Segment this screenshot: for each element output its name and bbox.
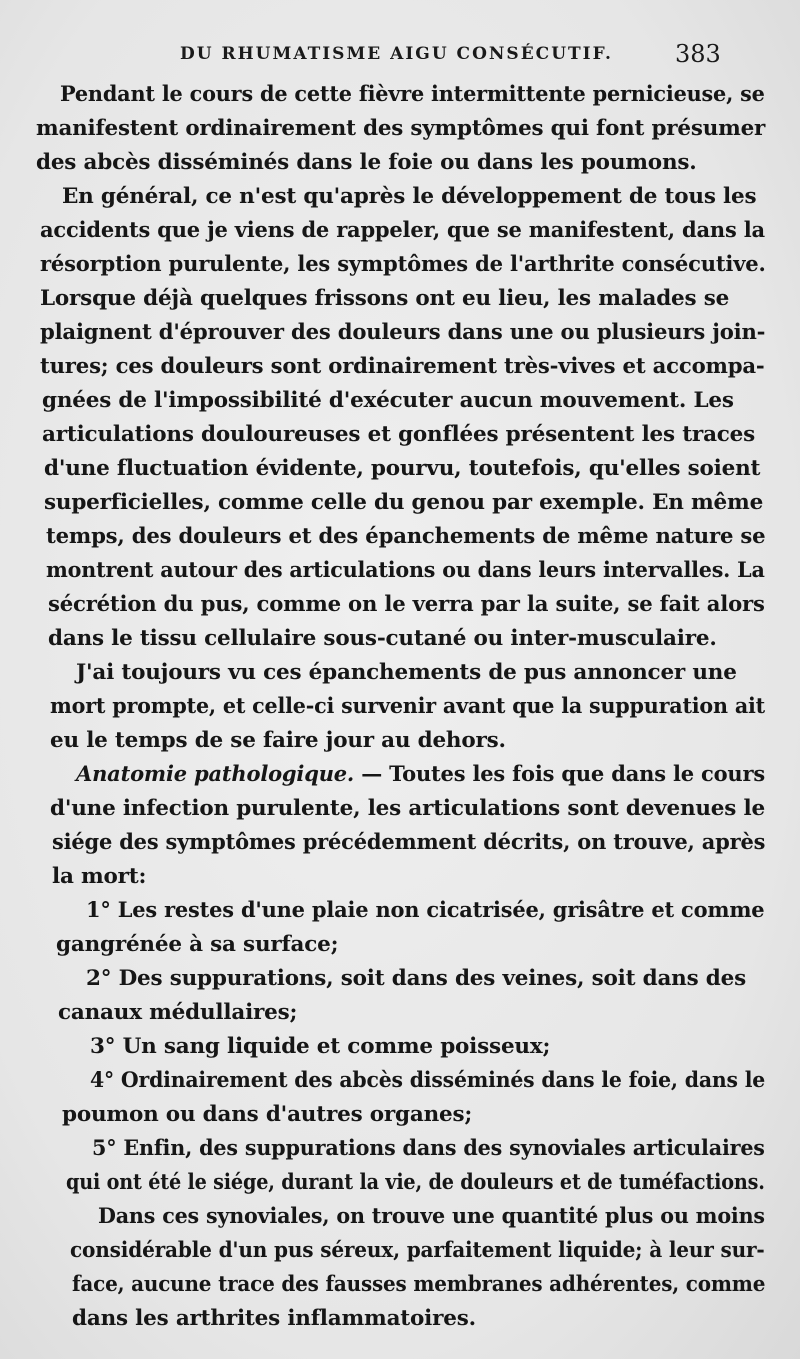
text-line: qui ont été le siége, durant la vie, de douleurs et de tuméfactions. <box>66 1170 765 1195</box>
text-line: superficielles, comme celle du genou par exemple. En même <box>44 490 764 515</box>
text-line: d'une fluctuation évidente, pourvu, toutefois, qu'elles soient <box>44 456 761 481</box>
text-line: accidents que je viens de rappeler, que se manifestent, dans la <box>40 218 765 243</box>
text-line: plaignent d'éprouver des douleurs dans une ou plusieurs join- <box>40 320 766 345</box>
text-line: sécrétion du pus, comme on le verra par la suite, se fait alors <box>48 592 765 617</box>
list-item-2: 2° Des suppurations, soit dans des veines, soit dans des <box>86 966 747 991</box>
text-line: Dans ces synoviales, on trouve une quantité plus ou moins <box>98 1204 765 1229</box>
text-line: gangrénée à sa surface; <box>56 932 339 957</box>
text-line: dans les arthrites inflammatoires. <box>72 1306 476 1331</box>
text-line: Pendant le cours de cette fièvre intermittente pernicieuse, se <box>60 82 765 107</box>
italic-heading: Anatomie pathologique. <box>76 762 355 787</box>
text-line: face, aucune trace des fausses membranes adhérentes, comme <box>72 1272 766 1297</box>
text-line: manifestent ordinairement des symptômes qui font présumer <box>36 116 766 141</box>
text-line: siége des symptômes précédemment décrits, on trouve, après <box>52 830 766 855</box>
text-line: dans le tissu cellulaire sous-cutané ou inter-musculaire. <box>48 626 717 651</box>
text-line-with-heading <box>76 758 765 792</box>
list-item-4: 4° Ordinairement des abcès disséminés dans le foie, dans le <box>90 1068 766 1093</box>
list-item-1: 1° Les restes d'une plaie non cicatrisée, grisâtre et comme <box>86 898 765 923</box>
text-line: montrent autour des articulations ou dans leurs intervalles. La <box>46 558 765 583</box>
text-line: mort prompte, et celle-ci survenir avant que la suppuration ait <box>50 694 766 719</box>
text-line: poumon ou dans d'autres organes; <box>62 1102 473 1127</box>
text-line: résorption purulente, les symptômes de l'arthrite consécutive. <box>40 252 766 277</box>
running-title: DU RHUMATISME AIGU CONSÉCUTIF. <box>180 44 613 64</box>
text-line: canaux médullaires; <box>58 1000 298 1025</box>
text-line: des abcès disséminés dans le foie ou dans les poumons. <box>36 150 697 175</box>
text-line: Lorsque déjà quelques frissons ont eu lieu, les malades se <box>40 286 730 311</box>
list-item-3: 3° Un sang liquide et comme poisseux; <box>90 1034 551 1059</box>
page-number: 383 <box>675 40 721 68</box>
text-line: J'ai toujours vu ces épanchements de pus annoncer une <box>76 660 737 685</box>
text-line: considérable d'un pus séreux, parfaitement liquide; à leur sur- <box>70 1238 765 1263</box>
text-line: tures; ces douleurs sont ordinairement très-vives et accompa- <box>40 354 765 379</box>
text-line: temps, des douleurs et des épanchements de même nature se <box>46 524 766 549</box>
text-line: eu le temps de se faire jour au dehors. <box>50 728 506 753</box>
text-line: articulations douloureuses et gonflées présentent les traces <box>42 422 756 447</box>
text-line: la mort: <box>52 864 147 889</box>
text-line: gnées de l'impossibilité d'exécuter aucun mouvement. Les <box>42 388 734 413</box>
text-line: En général, ce n'est qu'après le développement de tous les <box>62 184 757 209</box>
text-line: d'une infection purulente, les articulations sont devenues le <box>50 796 765 821</box>
page-header <box>0 38 800 72</box>
text-line: — Toutes les fois que dans le cours <box>361 762 765 787</box>
list-item-5: 5° Enfin, des suppurations dans des synoviales articulaires <box>92 1136 765 1161</box>
